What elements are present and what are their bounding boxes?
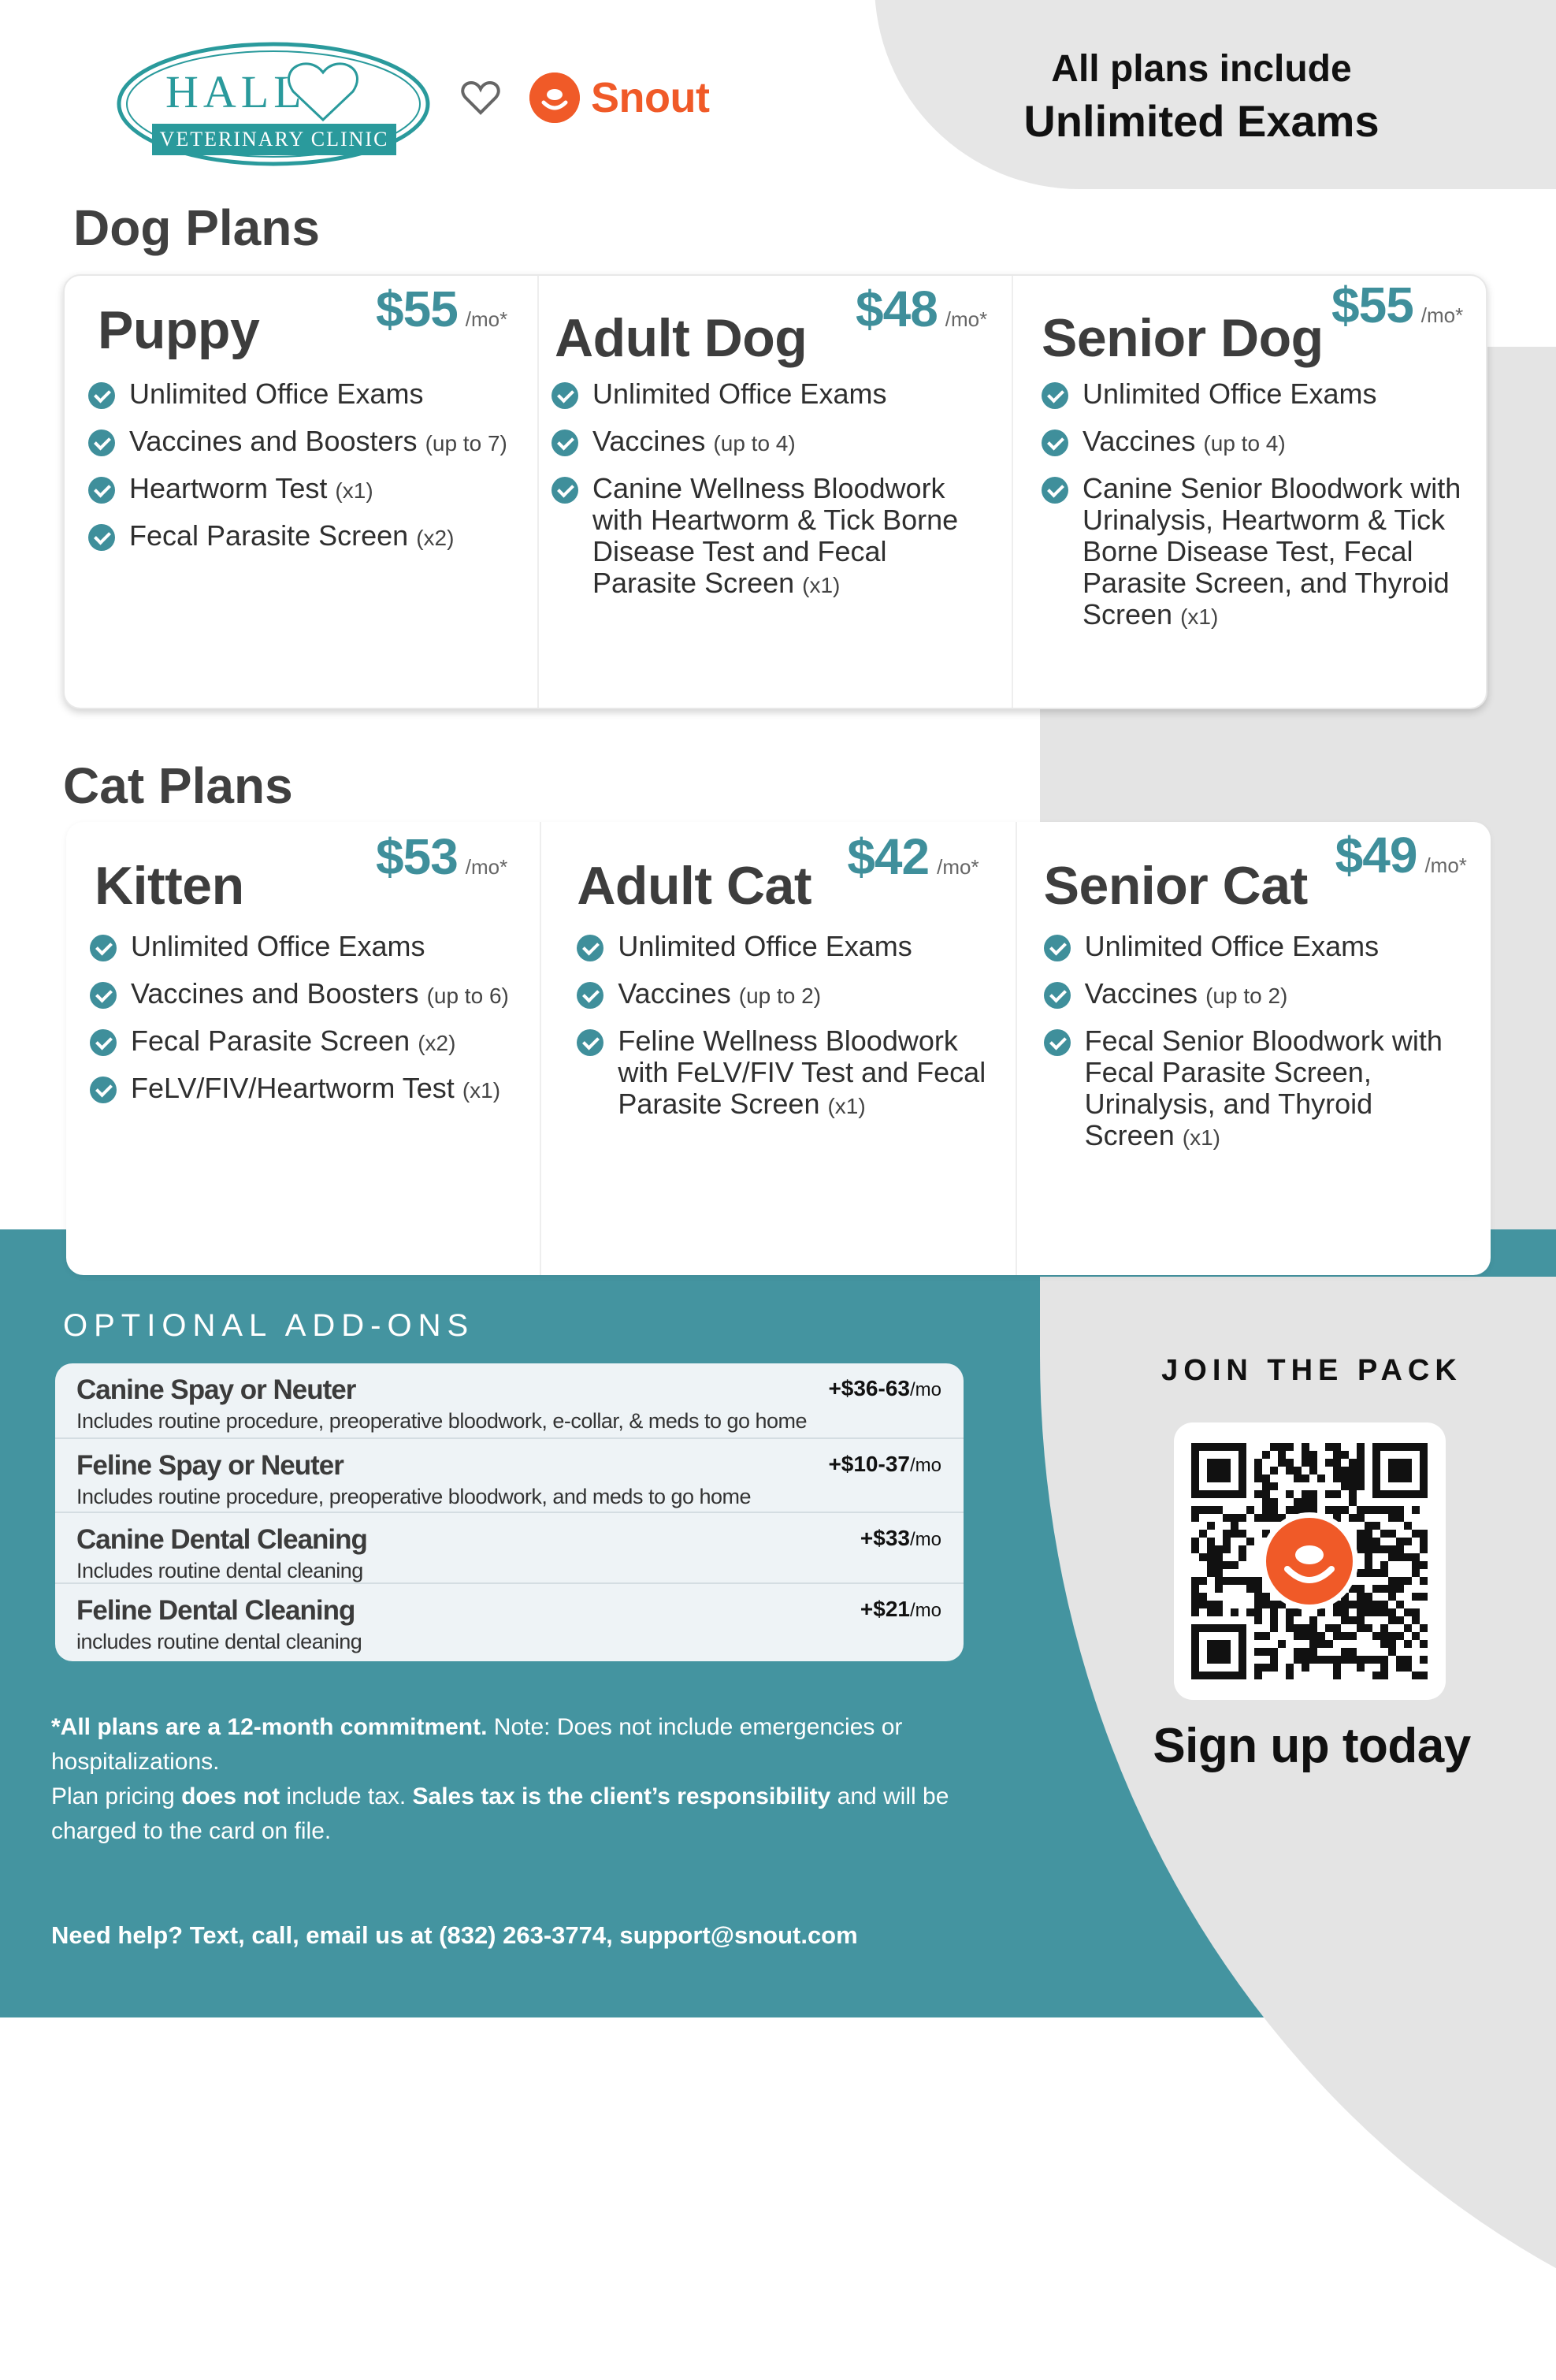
svg-text:HALL: HALL: [165, 66, 306, 117]
feature-list: [551, 378, 993, 615]
snout-logo: [529, 73, 709, 123]
check-icon: [577, 1029, 603, 1056]
addon-price: +$33/mo: [860, 1526, 941, 1550]
qr-code-icon[interactable]: [1174, 1422, 1446, 1700]
addon-description: includes routine dental cleaning: [76, 1630, 362, 1653]
header-note-line2: Unlimited Exams: [1023, 96, 1380, 146]
check-icon: [1044, 935, 1071, 961]
price-amount: $55: [376, 281, 458, 337]
qr-code-graphic: [1174, 1422, 1446, 1700]
check-icon: [551, 430, 578, 456]
addon-description: Includes routine procedure, preoperative bloodwork, and meds to go home: [76, 1485, 752, 1508]
feature-item: Unlimited Office Exams: [90, 931, 531, 965]
feature-item: FeLV/FIV/Heartworm Test (x1): [90, 1073, 531, 1106]
addon-price: +$10-37/mo: [828, 1452, 941, 1476]
feature-item: Vaccines (up to 2): [1044, 978, 1469, 1012]
feature-item: Heartworm Test (x1): [88, 473, 529, 507]
snout-brand-text: Snout: [591, 74, 710, 121]
check-icon: [90, 1077, 117, 1103]
addon-name: Canine Dental Cleaning: [76, 1524, 367, 1555]
cat-plans-panel: [66, 822, 1491, 1275]
feature-list: [1044, 931, 1469, 1167]
feature-list: [88, 378, 529, 567]
addon-price: +$21/mo: [860, 1597, 941, 1621]
feature-item: Vaccines and Boosters (up to 6): [90, 978, 531, 1012]
plan-card-adult-dog[interactable]: [539, 276, 1013, 708]
plan-card-senior-cat[interactable]: [1017, 822, 1491, 1275]
plan-card-puppy[interactable]: [65, 276, 539, 708]
fine-print-para-2: Plan pricing does not include tax. Sales tax is the client’s responsibility and will be charged to the card on file.: [51, 1783, 949, 1844]
feature-item: Unlimited Office Exams: [1044, 931, 1469, 965]
plan-name: Kitten: [95, 856, 244, 916]
plan-price: [856, 280, 987, 338]
addons-table: [55, 1363, 964, 1661]
check-icon: [551, 477, 578, 504]
feature-item: Unlimited Office Exams: [551, 378, 993, 412]
feature-item: Vaccines (up to 2): [577, 978, 1002, 1012]
plan-name: Adult Dog: [555, 308, 808, 368]
snout-icon: [529, 73, 580, 123]
hall-clinic-logo: [114, 41, 433, 171]
feature-item: Fecal Parasite Screen (x2): [88, 520, 529, 554]
feature-item: Vaccines and Boosters (up to 7): [88, 426, 529, 459]
check-icon: [1044, 1029, 1071, 1056]
join-title: JOIN THE PACK: [1161, 1354, 1462, 1387]
price-period: /mo*: [465, 307, 508, 331]
check-icon: [88, 524, 115, 551]
check-icon: [88, 382, 115, 409]
price-period: /mo*: [937, 855, 979, 879]
dog-plans-title: Dog Plans: [73, 199, 320, 256]
addons-title: OPTIONAL ADD-ONS: [63, 1308, 475, 1343]
check-icon: [577, 982, 603, 1009]
check-icon: [90, 982, 117, 1009]
feature-list: [1042, 378, 1467, 646]
addon-name: Feline Dental Cleaning: [76, 1595, 355, 1626]
addon-row[interactable]: [55, 1363, 964, 1439]
check-icon: [88, 430, 115, 456]
fine-print-para-1: *All plans are a 12-month commitment. Note: Does not include emergencies or hospitalizations.: [51, 1714, 903, 1775]
plan-name: Senior Dog: [1042, 308, 1324, 368]
price-period: /mo*: [1420, 303, 1464, 327]
signup-cta[interactable]: Sign up today: [1153, 1719, 1471, 1773]
feature-item: Canine Senior Bloodwork with Urinalysis, Heartworm & Tick Borne Disease Test, Fecal Parasite Screen, and Thyroid Screen (x1): [1042, 473, 1467, 633]
price-amount: $49: [1335, 827, 1417, 883]
plan-price: [847, 827, 979, 886]
plan-name: Puppy: [98, 300, 260, 360]
header-note-line1: All plans include: [1051, 48, 1352, 90]
check-icon: [88, 477, 115, 504]
addon-row[interactable]: [55, 1439, 964, 1513]
addon-description: Includes routine procedure, preoperative bloodwork, e-collar, & meds to go home: [76, 1409, 808, 1433]
check-icon: [1042, 382, 1068, 409]
price-period: /mo*: [465, 855, 508, 879]
price-amount: $55: [1331, 277, 1413, 333]
fine-print: [51, 1710, 1020, 1849]
plan-name: Adult Cat: [577, 856, 812, 916]
feature-item: Unlimited Office Exams: [1042, 378, 1467, 412]
plan-price: [376, 280, 507, 338]
check-icon: [577, 935, 603, 961]
price-period: /mo*: [945, 307, 988, 331]
plan-card-adult-cat[interactable]: [541, 822, 1016, 1275]
help-contact-line[interactable]: Need help? Text, call, email us at (832) 263-3774, support@snout.com: [51, 1921, 858, 1949]
addon-description: Includes routine dental cleaning: [76, 1559, 363, 1582]
feature-item: Fecal Parasite Screen (x2): [90, 1025, 531, 1059]
feature-item: Unlimited Office Exams: [88, 378, 529, 412]
plan-price: [1335, 826, 1467, 884]
plan-name: Senior Cat: [1043, 856, 1308, 916]
feature-item: Unlimited Office Exams: [577, 931, 1002, 965]
plan-card-kitten[interactable]: [66, 822, 541, 1275]
addon-name: Canine Spay or Neuter: [76, 1374, 356, 1405]
feature-item: Vaccines (up to 4): [551, 426, 993, 459]
check-icon: [1042, 430, 1068, 456]
heart-icon: [461, 81, 500, 116]
addon-price: +$36-63/mo: [828, 1376, 941, 1400]
plan-price: [1331, 276, 1463, 334]
plan-card-senior-dog[interactable]: [1013, 276, 1486, 708]
check-icon: [1044, 982, 1071, 1009]
addon-row[interactable]: [55, 1584, 964, 1661]
price-period: /mo*: [1424, 853, 1467, 877]
dog-plans-panel: [63, 274, 1487, 709]
check-icon: [90, 1029, 117, 1056]
feature-item: Fecal Senior Bloodwork with Fecal Parasite Screen, Urinalysis, and Thyroid Screen (x1): [1044, 1025, 1469, 1154]
feature-item: Feline Wellness Bloodwork with FeLV/FIV Test and Fecal Parasite Screen (x1): [577, 1025, 1002, 1122]
check-icon: [1042, 477, 1068, 504]
price-amount: $48: [856, 281, 938, 337]
feature-item: Canine Wellness Bloodwork with Heartworm & Tick Borne Disease Test and Fecal Parasite Screen (x1): [551, 473, 993, 601]
addon-row[interactable]: [55, 1513, 964, 1584]
plan-price: [376, 827, 507, 886]
feature-item: Vaccines (up to 4): [1042, 426, 1467, 459]
check-icon: [90, 935, 117, 961]
addon-name: Feline Spay or Neuter: [76, 1450, 344, 1481]
feature-list: [577, 931, 1002, 1136]
check-icon: [551, 382, 578, 409]
feature-list: [90, 931, 531, 1120]
cat-plans-title: Cat Plans: [63, 757, 293, 814]
price-amount: $42: [847, 828, 930, 885]
svg-text:VETERINARY CLINIC: VETERINARY CLINIC: [159, 128, 389, 151]
header-note: [969, 43, 1434, 147]
price-amount: $53: [376, 828, 458, 885]
